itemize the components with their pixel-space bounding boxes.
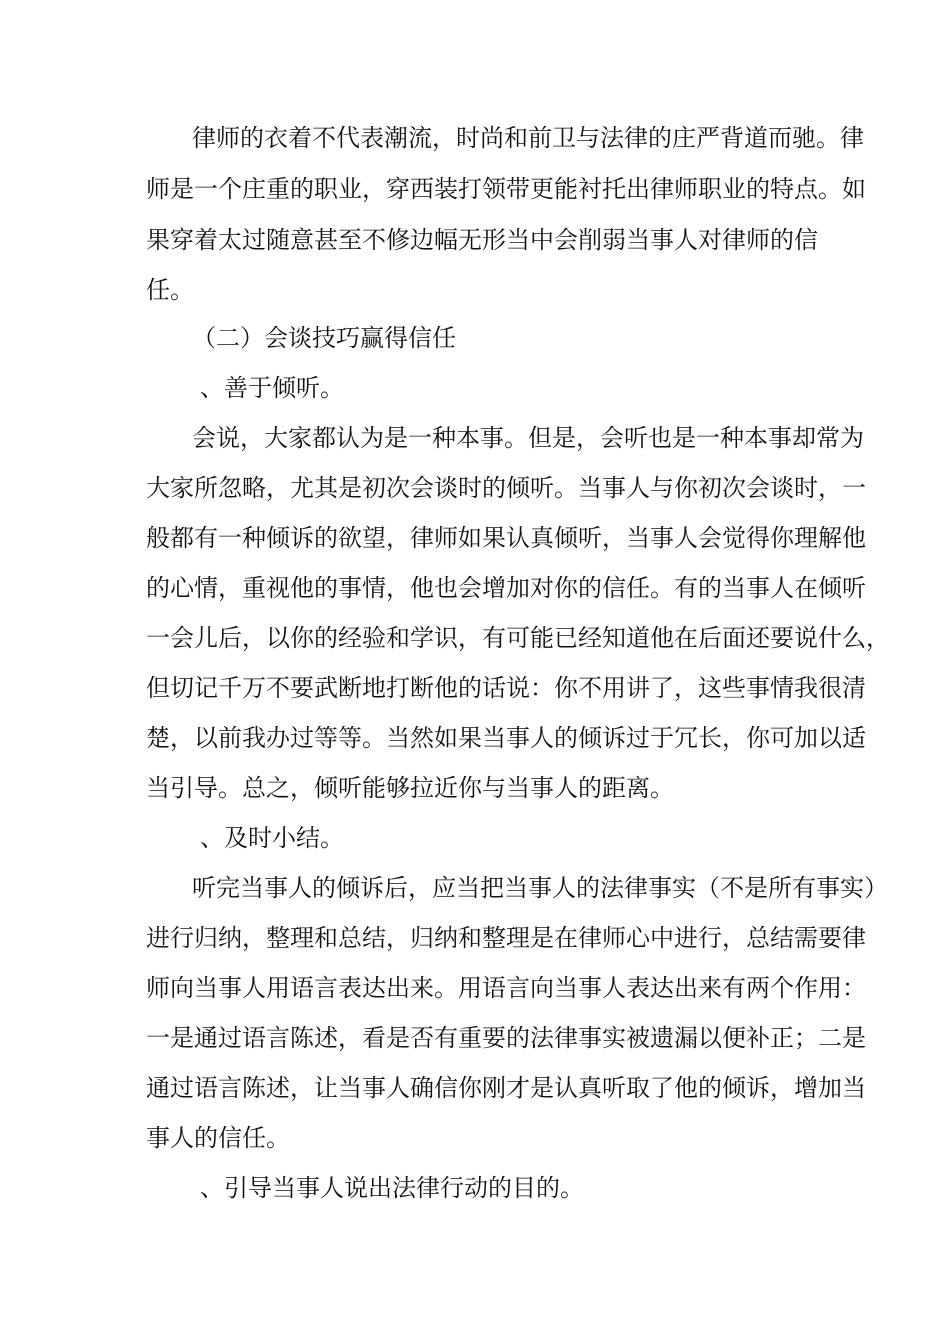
item-1-heading: 、善于倾听。: [200, 374, 344, 402]
item-2-heading: 、及时小结。: [200, 824, 344, 852]
paragraph-2-line-1: 会说，大家都认为是一种本事。但是，会听也是一种本事却常为: [192, 424, 864, 452]
paragraph-3-line-5: 通过语言陈述，让当事人确信你刚才是认真听取了他的倾诉，增加当: [146, 1074, 866, 1102]
paragraph-3-line-3: 师向当事人用语言表达出来。用语言向当事人表达出来有两个作用：: [146, 974, 866, 1002]
paragraph-1-line-2: 师是一个庄重的职业，穿西装打领带更能衬托出律师职业的特点。如: [146, 175, 866, 203]
paragraph-2-line-6: 但切记千万不要武断地打断他的话说：你不用讲了，这些事情我很清: [146, 674, 866, 702]
section-heading: （二）会谈技巧赢得信任: [192, 324, 456, 352]
paragraph-3-line-2: 进行归纳，整理和总结，归纳和整理是在律师心中进行，总结需要律: [146, 924, 866, 952]
paragraph-3-line-1: 听完当事人的倾诉后，应当把当事人的法律事实（不是所有事实）: [192, 874, 888, 902]
paragraph-2-line-8: 当引导。总之，倾听能够拉近你与当事人的距离。: [146, 774, 674, 802]
paragraph-3-line-6: 事人的信任。: [146, 1124, 290, 1152]
paragraph-1-line-1: 律师的衣着不代表潮流，时尚和前卫与法律的庄严背道而驰。律: [192, 124, 864, 152]
paragraph-3-line-4: 一是通过语言陈述，看是否有重要的法律事实被遗漏以便补正；二是: [146, 1024, 866, 1052]
paragraph-1-line-4: 任。: [146, 276, 194, 304]
paragraph-2-line-4: 的心情，重视他的事情，他也会增加对你的信任。有的当事人在倾听: [146, 574, 866, 602]
paragraph-2-line-5: 一会儿后，以你的经验和学识，有可能已经知道他在后面还要说什么，: [146, 624, 890, 652]
paragraph-2-line-3: 般都有一种倾诉的欲望，律师如果认真倾听，当事人会觉得你理解他: [146, 524, 866, 552]
item-3-heading: 、引导当事人说出法律行动的目的。: [200, 1174, 584, 1202]
paragraph-1-line-3: 果穿着太过随意甚至不修边幅无形当中会削弱当事人对律师的信: [146, 226, 818, 254]
paragraph-2-line-7: 楚，以前我办过等等。当然如果当事人的倾诉过于冗长，你可加以适: [146, 724, 866, 752]
paragraph-2-line-2: 大家所忽略，尤其是初次会谈时的倾听。当事人与你初次会谈时，一: [146, 474, 866, 502]
